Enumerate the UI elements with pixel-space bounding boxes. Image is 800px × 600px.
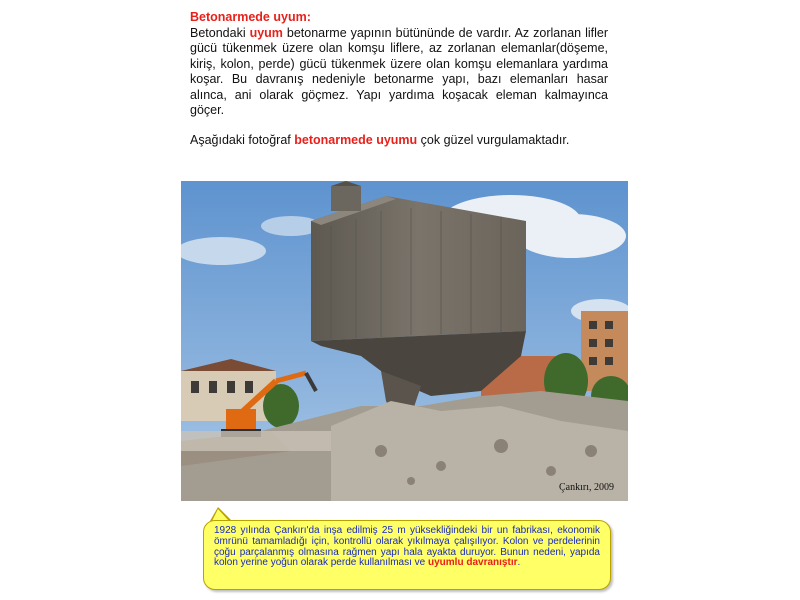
callout-text: 1928 yılında Çankırı'da inşa edilmiş 25 m yüksekliğindeki bir un fabrikası, ekonomik ömrünü tamamladığı için, kontrollü olarak yıkılmaya çalışılıyor. Kolon ve perdelerinin çoğu parçalanmış olmasına rağmen yapı hala ayakta duruyor. Bunun nedeni, yapıda kolon yerine yoğun olarak perde kullanılması ve (214, 525, 600, 569)
callout-end: . (517, 557, 521, 569)
callout-highlight: uyumlu davranıştır (428, 557, 518, 569)
caption-callout (203, 520, 611, 590)
demolition-photo (181, 181, 628, 501)
paragraph-1-start: Betondaki (190, 25, 250, 40)
paragraph-1 (190, 26, 608, 119)
paragraph-2-highlight: betonarmede uyumu (294, 132, 418, 147)
paragraph-2 (190, 133, 608, 149)
section-heading: Betonarmede uyum: (190, 10, 311, 24)
paragraph-1-highlight: uyum (249, 25, 283, 40)
text-block (190, 10, 608, 148)
paragraph-2-start: Aşağıdaki fotoğraf (190, 132, 295, 147)
paragraph-1-rest: betonarme yapının bütününde de vardır. Az zorlanan lifler gücü tükenmek üzere olan komşu liflere, az zorlanan elemanlar(döşeme, kiriş, kolon, perde) gücü tükenmek üzere olan komşu elemanlara yardıma koşar. Bu davranış nedeniyle betonarme yapı, bazı elemanları hasar alınca, ani olarak göçmez. Yapı yardıma koşacak eleman kalmayınca göçer. (190, 25, 608, 117)
photo-credit: Çankırı, 2009 (559, 482, 614, 493)
photo-illustration (181, 181, 628, 501)
foreground-wall (181, 431, 331, 451)
paragraph-2-rest: çok güzel vurgulamaktadır. (417, 132, 570, 147)
